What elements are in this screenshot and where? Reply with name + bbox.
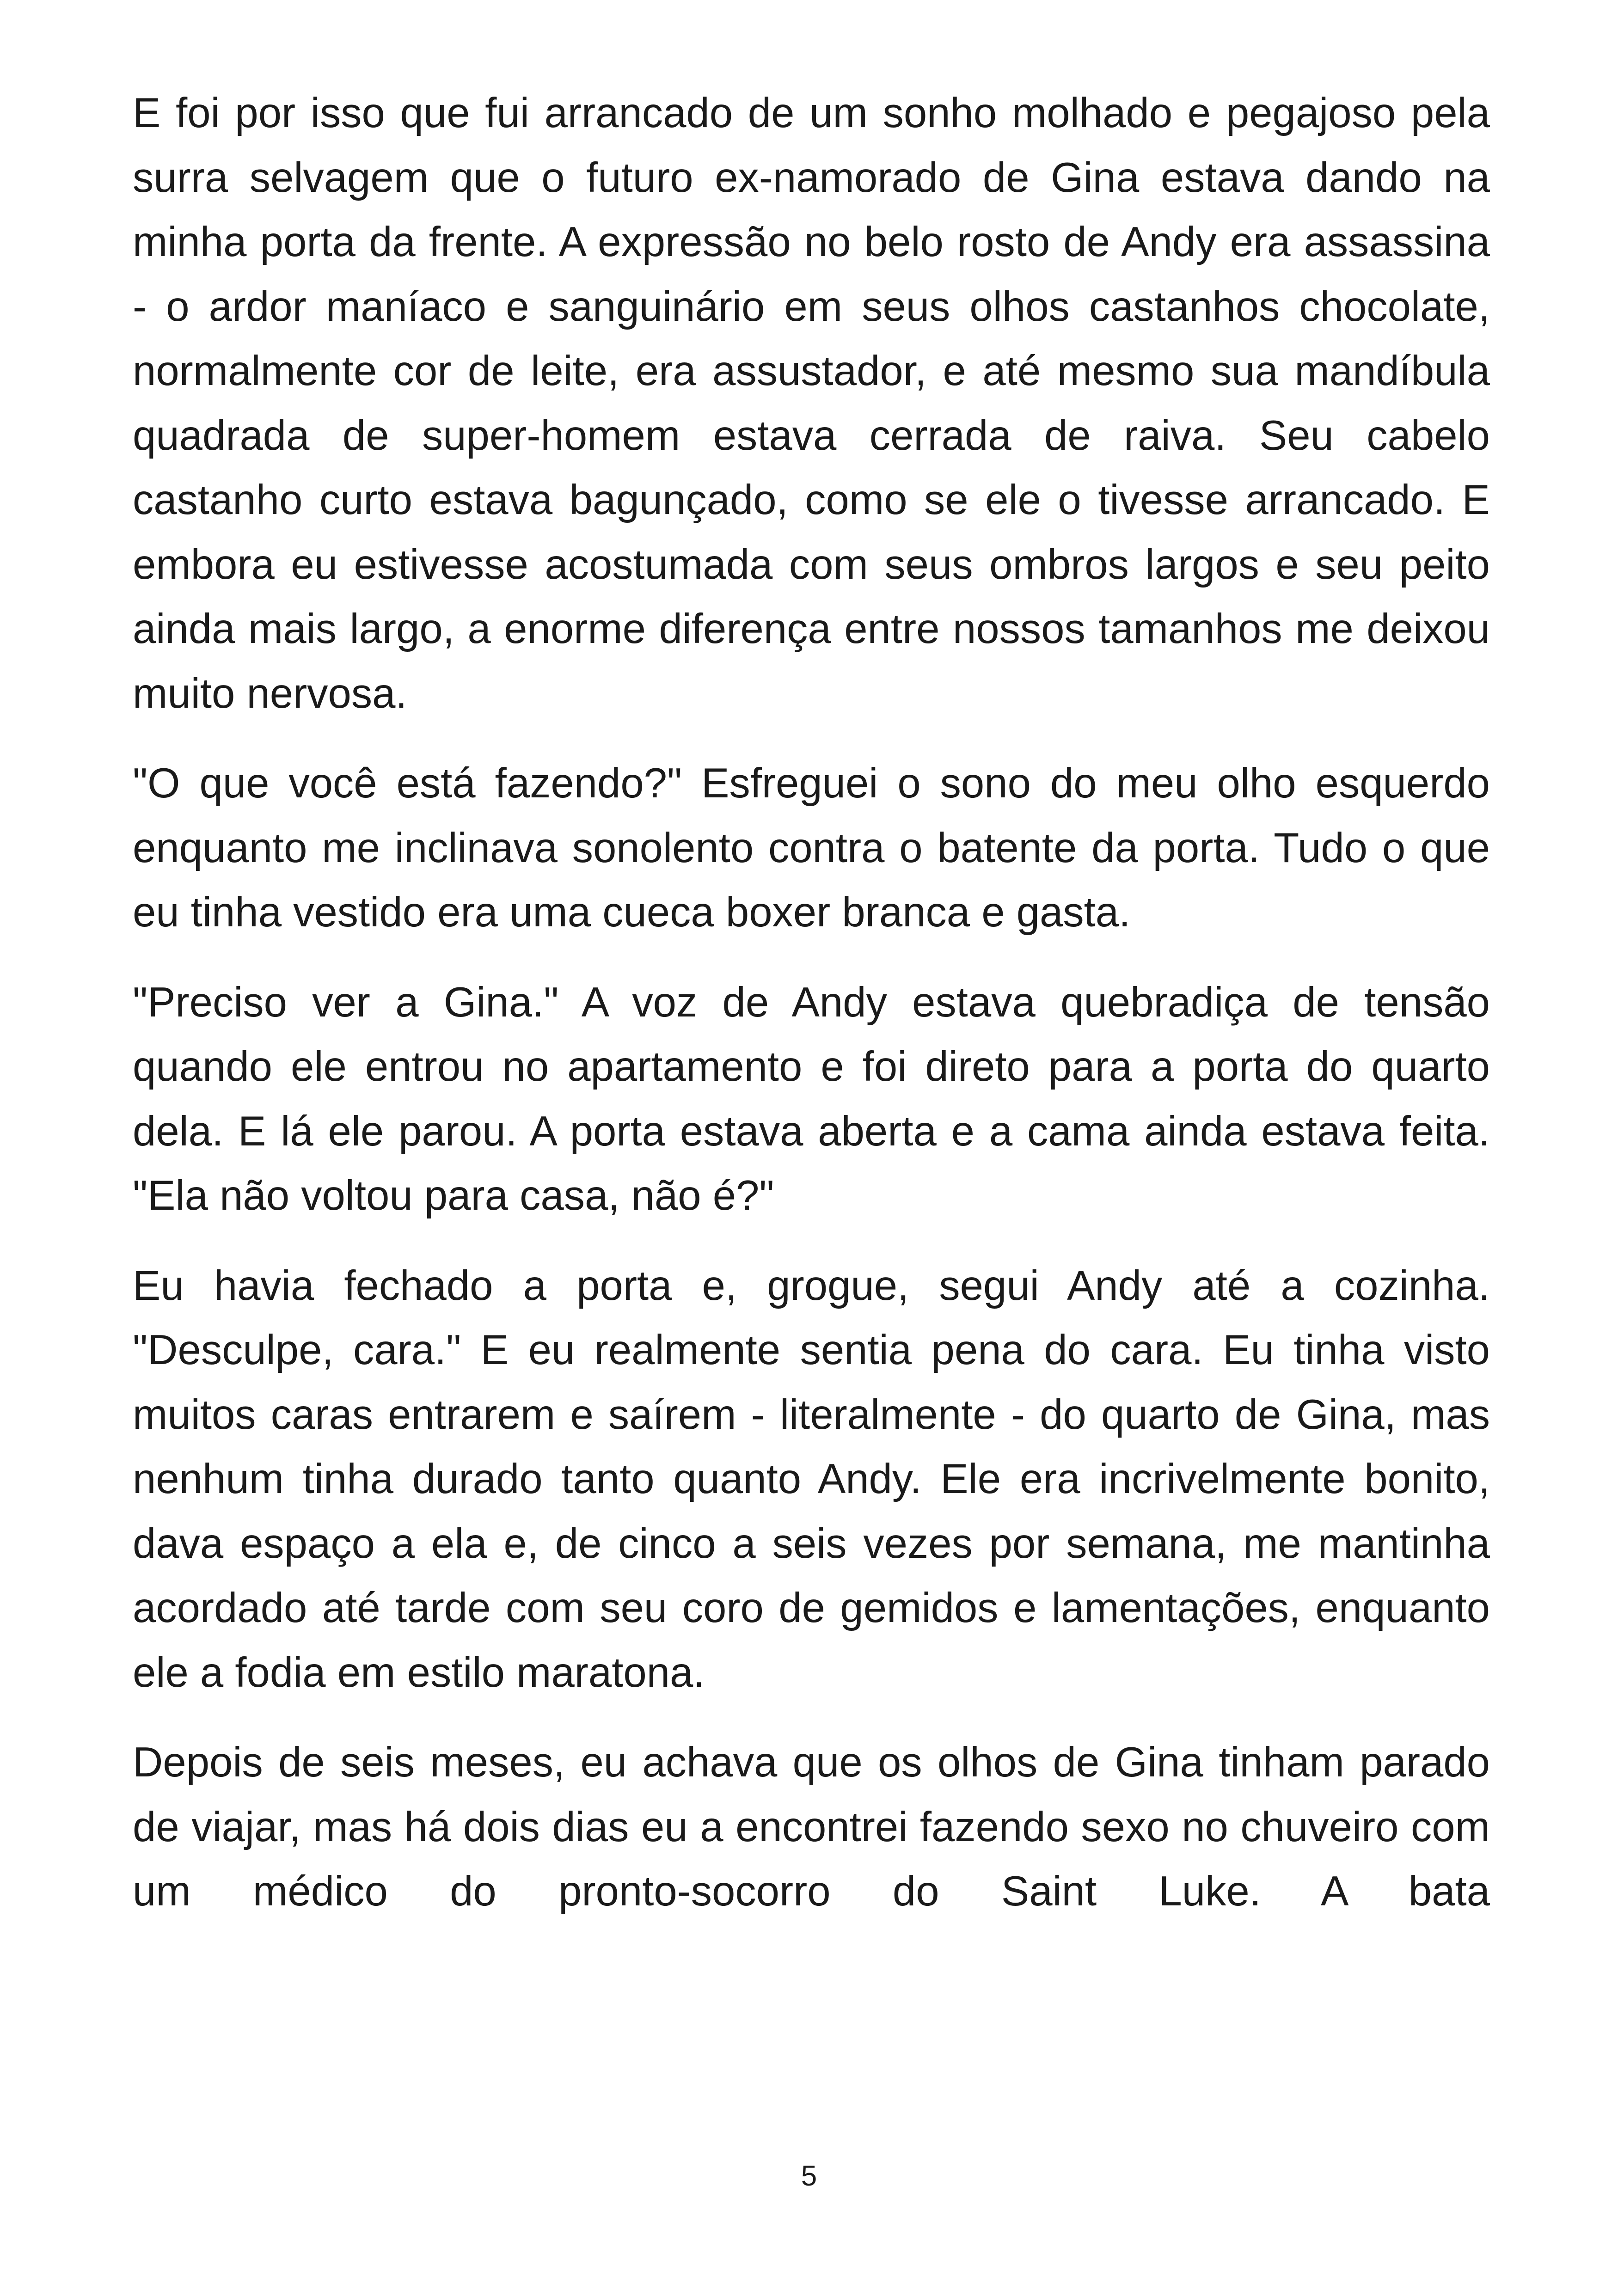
paragraph-2: "O que você está fazendo?" Esfreguei o sono do meu olho esquerdo enquanto me inclinava sonolento contra o batente da porta. Tudo o que eu tinha vestido era uma cueca boxer branca e gasta. <box>133 760 1490 936</box>
paragraph-3: "Preciso ver a Gina." A voz de Andy estava quebradiça de tensão quando ele entrou no apartamento e foi direto para a porta do quarto dela. E lá ele parou. A porta estava aberta e a cama ainda estava feita. "Ela não voltou para casa, não é?" <box>133 979 1490 1219</box>
paragraph-4: Eu havia fechado a porta e, grogue, segui Andy até a cozinha. "Desculpe, cara." E eu realmente sentia pena do cara. Eu tinha visto muitos caras entrarem e saírem - literalmente - do quarto de Gina, mas nenhum tinha durado tanto quanto Andy. Ele era incrivelmente bonito, dava espaço a ela e, de cinco a seis vezes por semana, me mantinha acordado até tarde com seu coro de gemidos e lamentações, enquanto ele a fodia em estilo maratona. <box>133 1262 1490 1696</box>
body-text <box>133 81 1490 1924</box>
paragraph-5: Depois de seis meses, eu achava que os olhos de Gina tinham parado de viajar, mas há dois dias eu a encontrei fazendo sexo no chuveiro com um médico do pronto-socorro do Saint Luke. A bata <box>133 1739 1490 1915</box>
page-number: 5 <box>801 2160 817 2192</box>
paragraph-1: E foi por isso que fui arrancado de um sonho molhado e pegajoso pela surra selvagem que o futuro ex-namorado de Gina estava dando na minha porta da frente. A expressão no belo rosto de Andy era assassina - o ardor maníaco e sanguinário em seus olhos castanhos chocolate, normalmente cor de leite, era assustador, e até mesmo sua mandíbula quadrada de super-homem estava cerrada de raiva. Seu cabelo castanho curto estava bagunçado, como se ele o tivesse arrancado. E embora eu estivesse acostumada com seus ombros largos e seu peito ainda mais largo, a enorme diferença entre nossos tamanhos me deixou muito nervosa. <box>133 90 1490 717</box>
